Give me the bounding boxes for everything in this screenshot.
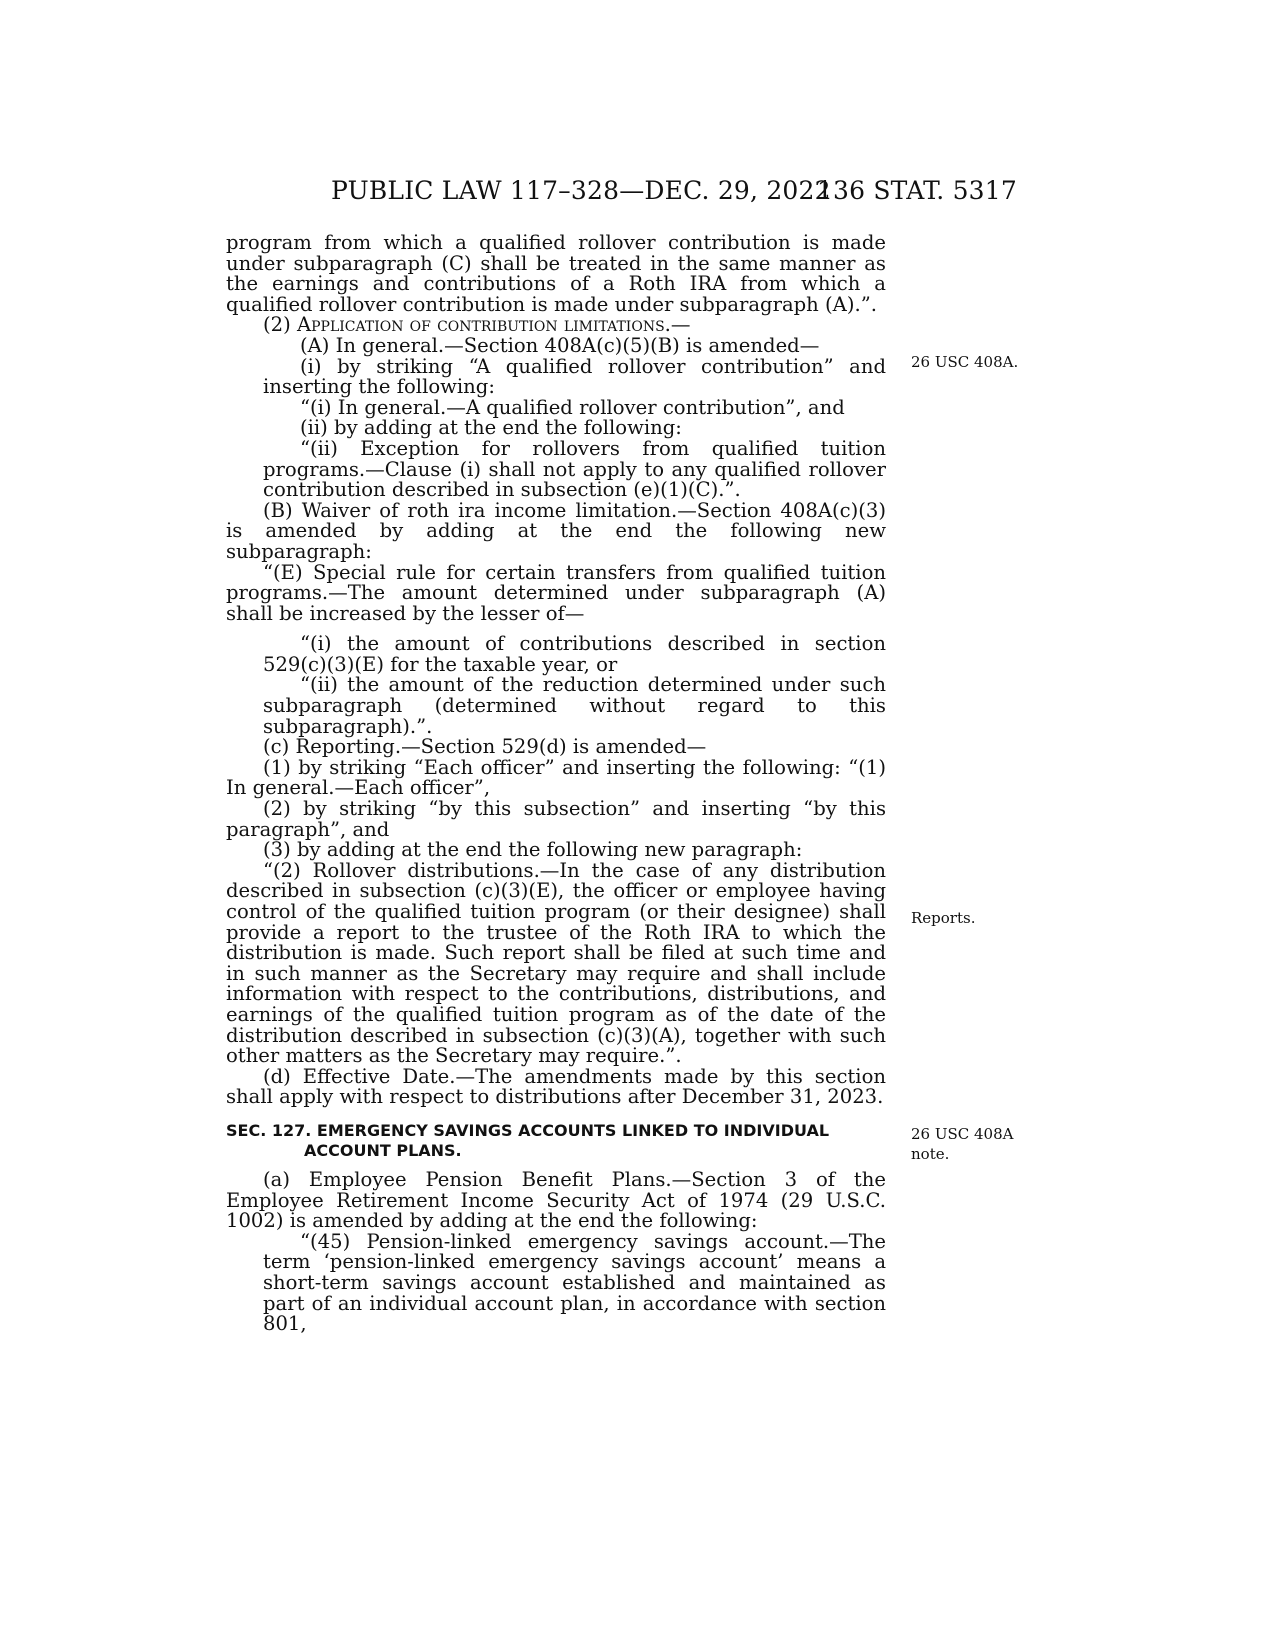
- margin-note-26-usc-408a: 26 USC 408A.: [911, 353, 1019, 371]
- subparagraph-b-waiver: (B) Waiver of roth ira income limitation.—Section 408A(c)(3) is amended by adding at the end the following new subparagraph:: [226, 498, 886, 563]
- subparagraph-a-in-general: (A) In general.—Section 408A(c)(5)(B) is amended—: [300, 333, 820, 357]
- quoted-paragraph-45-definition: “(45) Pension-linked emergency savings account.—The term ‘pension-linked emergency savings account’ means a short-term savings account established and maintained as part of an individual account plan, in accordance with section 801,: [263, 1229, 886, 1336]
- quoted-clause-i-amount-of-contributions: “(i) the amount of contributions described in section 529(c)(3)(E) for the taxable year, or: [263, 632, 886, 676]
- section-heading: SEC. 127. EMERGENCY SAVINGS ACCOUNTS LINKED TO INDIVIDUAL ACCOUNT PLANS.: [226, 1120, 830, 1160]
- margin-note-line: note.: [911, 1145, 950, 1163]
- paragraph-3-adding: (3) by adding at the end the following new paragraph:: [263, 838, 803, 862]
- body-text-column: [226, 233, 886, 1335]
- clause-ii-adding: (ii) by adding at the end the following:: [300, 416, 682, 440]
- margin-note-reports: Reports.: [911, 909, 976, 927]
- paragraph-application-of-contribution-limitations: (2) Application of contribution limitations.—: [263, 313, 691, 337]
- quoted-clause-ii-amount-of-reduction: “(ii) the amount of the reduction determined under such subparagraph (determined without regard to this subparagraph).”.: [263, 673, 886, 738]
- running-header-page-number: 136 STAT. 5317: [816, 176, 1017, 205]
- clause-i-striking: (i) by striking “A qualified rollover contribution” and inserting the following:: [263, 354, 886, 399]
- quoted-clause-i-in-general: “(i) In general.—A qualified rollover contribution”, and: [300, 395, 845, 419]
- subsection-a-employee-pension-benefit-plans: (a) Employee Pension Benefit Plans.—Section 3 of the Employee Retirement Income Security Act of 1974 (29 U.S.C. 1002) is amended by adding at the end the following:: [226, 1167, 886, 1233]
- paragraph-2-striking-by-this-subsection: (2) by striking “by this subsection” and inserting “by this paragraph”, and: [226, 797, 886, 841]
- margin-note-line: 26 USC 408A: [911, 1125, 1014, 1143]
- running-header-left: PUBLIC LAW 117–328—DEC. 29, 2022: [331, 176, 831, 205]
- subsection-d-effective-date: (d) Effective Date.—The amendments made by this section shall apply with respect to distributions after December 31, 2023.: [226, 1064, 886, 1109]
- subsection-c-reporting: (c) Reporting.—Section 529(d) is amended—: [263, 735, 707, 759]
- quoted-subparagraph-e-special-rule: “(E) Special rule for certain transfers from qualified tuition programs.—The amount determined under subparagraph (A) shall be increased by the lesser of—: [226, 560, 886, 625]
- paragraph-1-striking-each-officer: (1) by striking “Each officer” and inserting the following: “(1) In general.—Each officer”,: [226, 755, 886, 800]
- margin-note-26-usc-408a-note: [911, 1124, 1013, 1164]
- quoted-clause-ii-exception: “(ii) Exception for rollovers from qualified tuition programs.—Clause (i) shall not apply to any qualified rollover contribution described in subsection (e)(1)(C).”.: [263, 436, 886, 502]
- quoted-paragraph-2-rollover-distributions: “(2) Rollover distributions.—In the case of any distribution described in subsection (c)(3)(E), the officer or employee having control of the qualified tuition program (or their designee) shall provide a report to the trustee of the Roth IRA to which the distribution is made. Such report shall be filed at such time and in such manner as the Secretary may require and shall include information with respect to the contributions, distributions, and earnings of the qualified tuition program as of the date of the distribution described in subsection (c)(3)(A), together with such other matters as the Secretary may require.”.: [226, 858, 886, 1068]
- paragraph-continuation: program from which a qualified rollover contribution is made under subparagraph (C) shall be treated in the same manner as the earnings and contributions of a Roth IRA from which a qualified rollover contribution is made under subparagraph (A).”.: [226, 231, 886, 316]
